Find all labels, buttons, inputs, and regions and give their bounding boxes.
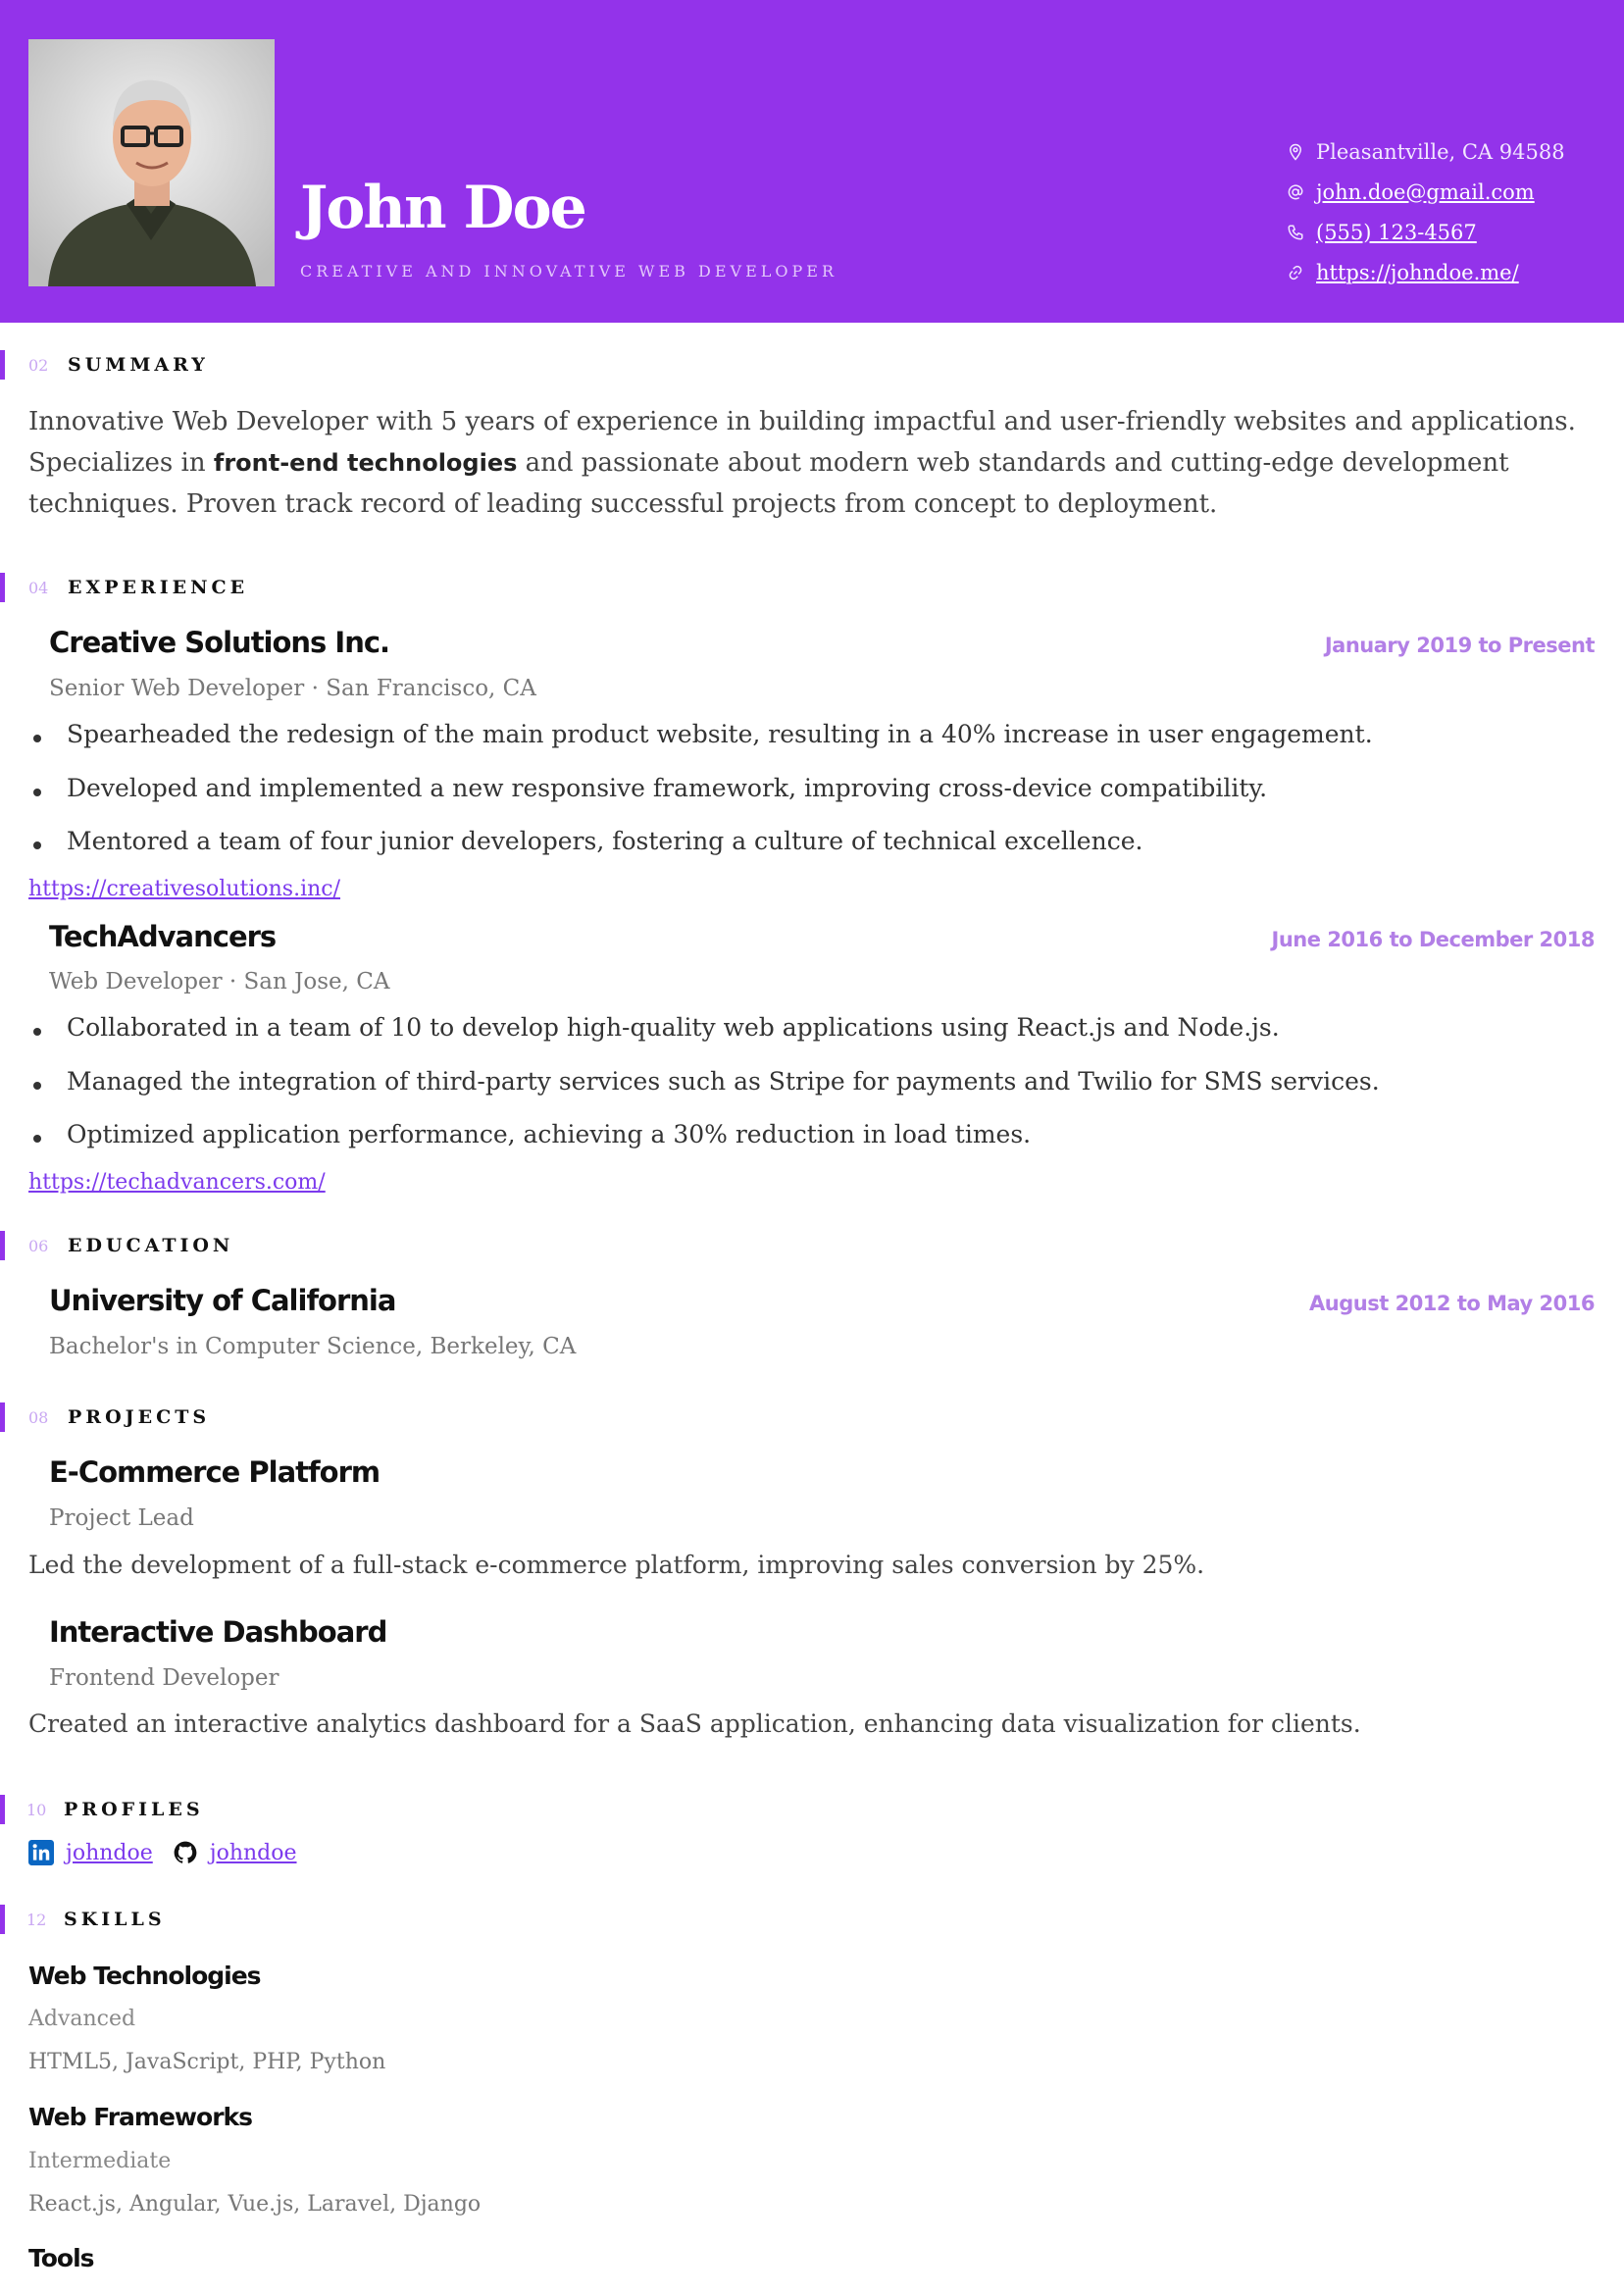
section-title: PROJECTS [68,1406,211,1428]
section-title: EXPERIENCE [68,577,249,598]
summary-text-part: and passionate about modern web standards and cutting-edge development techniques. Proven track record of leading successful projects from concept to deployment. [28,448,1509,519]
project-name: Interactive Dashboard [49,1615,387,1649]
summary-text-bold: front-end technologies [213,449,518,477]
summary-section-header [0,350,209,380]
section-accent-bar [0,1905,5,1934]
skill-keywords: React.js, Angular, Vue.js, Laravel, Django [28,2192,482,2217]
profile-photo [28,39,275,286]
profile-photo-image [28,39,275,286]
experience-bullet: Optimized application performance, achieving a 30% reduction in load times. [33,1120,1031,1148]
contact-website[interactable] [1287,252,1565,292]
experience-position: Senior Web Developer · San Francisco, CA [49,676,536,701]
education-date: August 2012 to May 2016 [1309,1292,1595,1315]
section-number: 02 [28,355,49,375]
summary-text-part: Innovative Web Developer with 5 years of experience in building impactful and user-friendly websites and applications. Specializes in [28,407,1576,478]
experience-bullet: Developed and implemented a new responsive framework, improving cross-device compatibility. [33,774,1267,802]
experience-date: June 2016 to December 2018 [1271,928,1595,951]
linkedin-icon[interactable] [28,1840,54,1865]
project-role: Project Lead [49,1505,194,1531]
contact-location [1287,131,1565,172]
section-accent-bar [0,350,5,380]
section-title: SKILLS [64,1909,166,1930]
experience-company: TechAdvancers [49,920,277,953]
experience-section-header [0,573,248,602]
project-role: Frontend Developer [49,1665,279,1691]
experience-bullet: Managed the integration of third-party services such as Stripe for payments and Twilio for SMS services. [33,1067,1380,1096]
contact-email[interactable] [1287,172,1565,212]
contact-list [1287,131,1565,292]
experience-url[interactable]: https://techadvancers.com/ [28,1170,326,1195]
email-link[interactable]: john.doe@gmail.com [1316,179,1535,204]
section-title: PROFILES [64,1799,204,1820]
section-number: 12 [26,1910,47,1929]
section-accent-bar [0,1231,5,1260]
full-name: John Doe [300,174,585,242]
resume-header [0,0,1624,323]
phone-link[interactable]: (555) 123-4567 [1316,220,1477,244]
education-school: University of California [49,1284,396,1317]
experience-bullet: Spearheaded the redesign of the main product website, resulting in a 40% increase in user engagement. [33,720,1373,748]
experience-bullet: Mentored a team of four junior developers, fostering a culture of technical excellence. [33,827,1142,855]
contact-phone[interactable] [1287,212,1565,252]
github-icon[interactable] [173,1840,198,1865]
link-icon [1287,264,1304,281]
project-name: E-Commerce Platform [49,1455,381,1489]
experience-bullet: Collaborated in a team of 10 to develop high-quality web applications using React.js and Node.js. [33,1013,1280,1042]
website-link[interactable]: https://johndoe.me/ [1316,260,1519,284]
skill-name: Tools [28,2244,94,2272]
skill-name: Web Frameworks [28,2103,253,2131]
experience-date: January 2019 to Present [1324,634,1595,657]
section-title: SUMMARY [68,354,209,376]
section-accent-bar [0,573,5,602]
section-accent-bar [0,1402,5,1432]
at-sign-icon [1287,183,1304,201]
project-description: Led the development of a full-stack e-commerce platform, improving sales conversion by 25%. [28,1551,1205,1579]
skill-level: Advanced [28,2007,136,2031]
section-number: 10 [26,1800,47,1819]
section-number: 08 [28,1407,49,1427]
projects-section-header [0,1402,210,1432]
phone-icon [1287,224,1304,241]
section-number: 04 [28,578,49,597]
profiles-section-header [0,1795,204,1824]
experience-company: Creative Solutions Inc. [49,626,390,659]
linkedin-username[interactable]: johndoe [66,1840,153,1865]
skill-keywords: HTML5, JavaScript, PHP, Python [28,2050,386,2074]
project-description: Created an interactive analytics dashboard for a SaaS application, enhancing data visualization for clients. [28,1709,1361,1738]
section-number: 06 [28,1236,49,1255]
skill-name: Web Technologies [28,1962,261,1990]
map-pin-icon [1287,143,1304,161]
summary-text [28,401,1598,525]
skills-section-header [0,1905,166,1934]
profiles-list [28,1840,317,1865]
experience-position: Web Developer · San Jose, CA [49,969,390,994]
section-title: EDUCATION [68,1235,234,1256]
location-text: Pleasantville, CA 94588 [1316,139,1565,164]
education-section-header [0,1231,233,1260]
experience-url[interactable]: https://creativesolutions.inc/ [28,877,341,901]
section-accent-bar [0,1795,5,1824]
skill-level: Intermediate [28,2149,172,2173]
education-degree: Bachelor's in Computer Science, Berkeley, CA [49,1334,577,1359]
github-username[interactable]: johndoe [209,1840,297,1865]
headline: CREATIVE AND INNOVATIVE WEB DEVELOPER [300,262,837,280]
